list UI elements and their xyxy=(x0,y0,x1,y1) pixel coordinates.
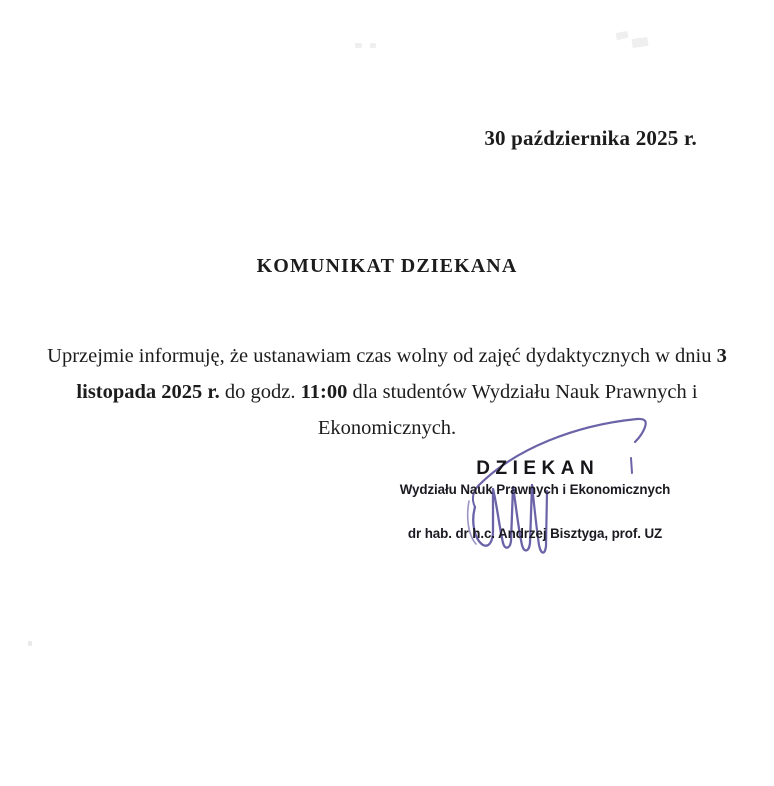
document-date: 30 października 2025 r. xyxy=(484,126,697,150)
document-title: KOMUNIKAT DZIEKANA xyxy=(256,255,518,277)
body-line2-suffix: dla studentów Wydziału Nauk Prawnych i Ekonomicznych. xyxy=(317,381,698,439)
scan-speckle xyxy=(631,37,648,48)
signature-faculty: Wydziału Nauk Prawnych i Ekonomicznych xyxy=(399,482,671,497)
body-bold-date-day: 3 listopada xyxy=(76,345,727,403)
body-bold-time: 11:00 xyxy=(300,381,348,403)
scan-speckle xyxy=(28,641,32,646)
scan-speckle xyxy=(355,43,362,48)
document-body xyxy=(34,338,740,446)
scan-speckle xyxy=(615,31,628,40)
scan-speckle xyxy=(370,43,376,48)
body-bold-date-year: 2025 r. xyxy=(161,381,220,403)
body-line1-prefix: Uprzejmie informuję, że ustanawiam czas wolny od zajęć dydaktycznych w dniu xyxy=(47,345,717,367)
body-line2-mid: do godz. xyxy=(219,381,301,403)
signature-block xyxy=(390,458,680,543)
signature-role: DZIEKAN xyxy=(476,458,600,479)
signature-name: dr hab. dr h.c. Andrzej Bisztyga, prof. UZ xyxy=(407,526,663,541)
